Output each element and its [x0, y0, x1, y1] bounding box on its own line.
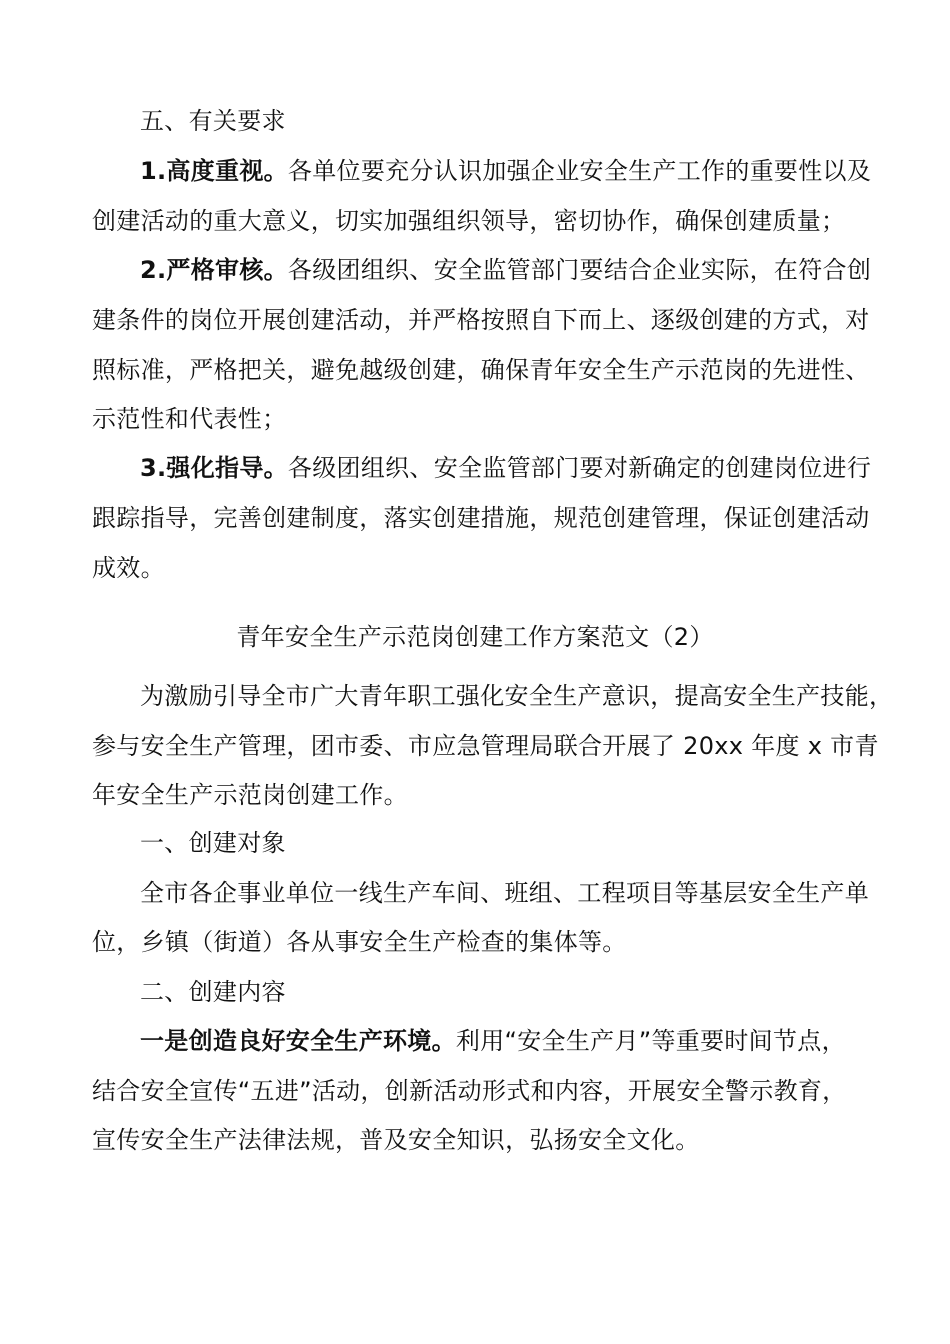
- paragraph-line: [140, 451, 871, 485]
- paragraph-line: [140, 154, 871, 188]
- paragraph-line: 跟踪指导，完善创建制度，落实创建措施，规范创建管理，保证创建活动: [92, 504, 870, 532]
- document-title: 青年安全生产示范岗创建工作方案范文（2）: [236, 623, 714, 651]
- paragraph-line: 宣传安全生产法律法规，普及安全知识，弘扬安全文化。: [92, 1126, 700, 1154]
- paragraph-line: 成效。: [92, 554, 165, 582]
- section-heading: 二、创建内容: [140, 978, 286, 1006]
- paragraph-line: 结合安全宣传“五进”活动，创新活动形式和内容，开展安全警示教育，: [92, 1077, 847, 1105]
- paragraph-line: [140, 253, 871, 287]
- item-lead: 3.强化指导。: [140, 454, 288, 482]
- paragraph-line: 参与安全生产管理，团市委、市应急管理局联合开展了 20xx 年度 x 市青: [92, 732, 879, 760]
- paragraph-line: 照标准，严格把关，避免越级创建，确保青年安全生产示范岗的先进性、: [92, 356, 870, 384]
- paragraph-line: 年安全生产示范岗创建工作。: [92, 781, 408, 809]
- item-text: 利用“安全生产月”等重要时间节点，: [455, 1027, 846, 1055]
- section-heading: 五、有关要求: [140, 107, 286, 135]
- paragraph-line: 位，乡镇（街道）各从事安全生产检查的集体等。: [92, 928, 627, 956]
- paragraph-line: 创建活动的重大意义，切实加强组织领导，密切协作，确保创建质量；: [92, 207, 846, 235]
- paragraph-line: 示范性和代表性；: [92, 405, 287, 433]
- item-lead: 2.严格审核。: [140, 256, 288, 284]
- paragraph-line: 全市各企事业单位一线生产车间、班组、工程项目等基层安全生产单: [140, 879, 869, 907]
- paragraph-line: 建条件的岗位开展创建活动，并严格按照自下而上、逐级创建的方式，对: [92, 306, 870, 334]
- paragraph-line: [140, 1024, 846, 1058]
- item-text: 各单位要充分认识加强企业安全生产工作的重要性以及: [287, 157, 872, 185]
- item-lead: 1.高度重视。: [140, 157, 288, 185]
- section-heading: 一、创建对象: [140, 829, 286, 857]
- item-text: 各级团组织、安全监管部门要对新确定的创建岗位进行: [287, 454, 872, 482]
- paragraph-line: 为激励引导全市广大青年职工强化安全生产意识，提高安全生产技能，: [140, 682, 894, 710]
- item-lead: 一是创造良好安全生产环境。: [140, 1027, 456, 1055]
- item-text: 各级团组织、安全监管部门要结合企业实际，在符合创: [287, 256, 872, 284]
